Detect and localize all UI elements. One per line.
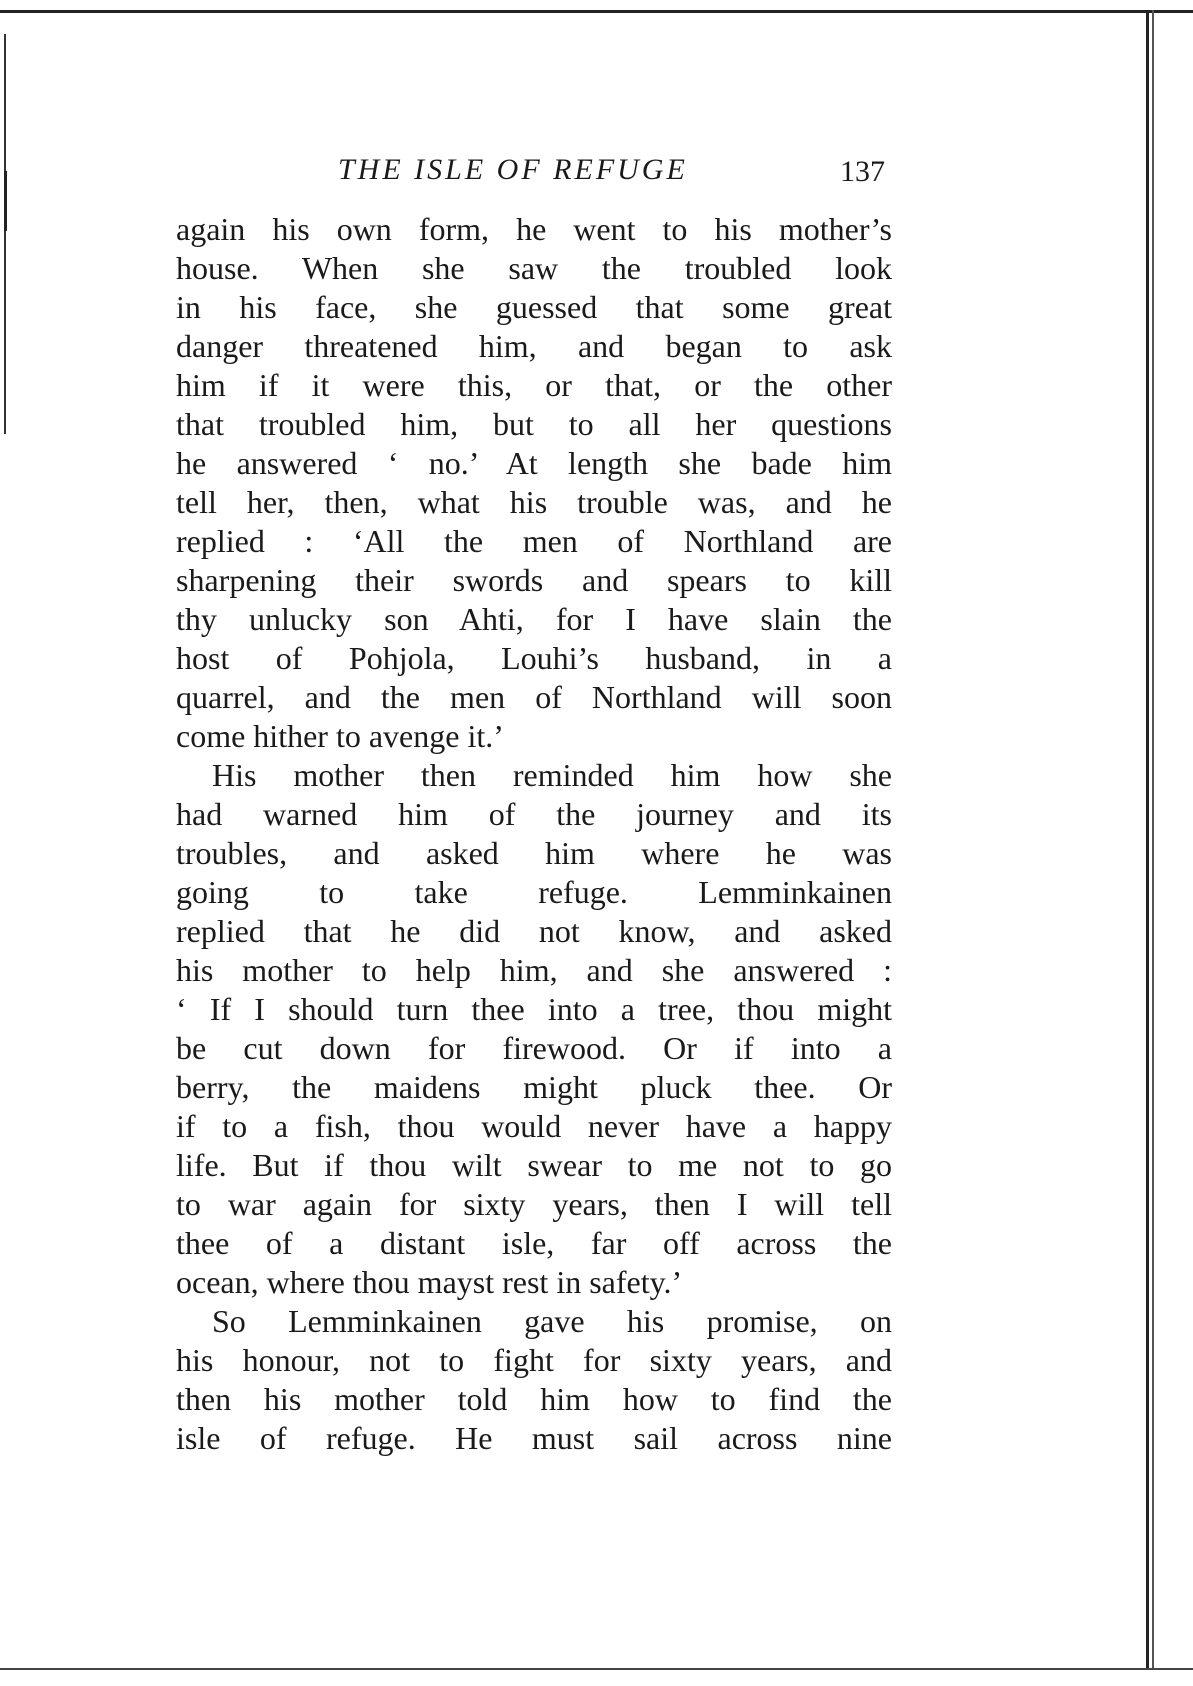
text-line: isle of refuge. He must sail across nine	[176, 1420, 892, 1456]
scan-edge-right-inner	[1152, 10, 1154, 1670]
text-line: ocean, where thou mayst rest in safety.’	[176, 1264, 683, 1300]
running-head	[0, 150, 1193, 190]
text-line: berry, the maidens might pluck thee. Or	[176, 1069, 892, 1105]
text-line: ‘ If I should turn thee into a tree, thou might	[176, 991, 892, 1027]
text-line: quarrel, and the men of Northland will soon	[176, 679, 892, 715]
text-line: troubles, and asked him where he was	[176, 835, 892, 871]
text-line: replied that he did not know, and asked	[176, 913, 892, 949]
running-title: THE ISLE OF REFUGE	[338, 153, 688, 186]
text-line: come hither to avenge it.’	[176, 718, 504, 754]
text-line: replied : ‘All the men of Northland are	[176, 523, 892, 559]
text-line: his mother to help him, and she answered :	[176, 952, 892, 988]
text-line: His mother then reminded him how she	[212, 757, 892, 793]
text-line: So Lemminkainen gave his promise, on	[212, 1303, 892, 1339]
text-line: he answered ‘ no.’ At length she bade him	[176, 445, 892, 481]
text-line: house. When she saw the troubled look	[176, 250, 892, 286]
scan-edge-bottom	[0, 1668, 1193, 1670]
text-line: tell her, then, what his trouble was, and he	[176, 484, 892, 520]
text-line: sharpening their swords and spears to kill	[176, 562, 892, 598]
scan-edge-left	[4, 34, 6, 434]
text-line: had warned him of the journey and its	[176, 796, 892, 832]
text-line: again his own form, he went to his mother’s	[176, 211, 892, 247]
scan-edge-top	[0, 10, 1193, 13]
text-line: if to a fish, thou would never have a happy	[176, 1108, 892, 1144]
text-line: to war again for sixty years, then I will tell	[176, 1186, 892, 1222]
body-text	[176, 210, 892, 1458]
scan-edge-right	[1146, 10, 1149, 1670]
text-line: thee of a distant isle, far off across the	[176, 1225, 892, 1261]
text-line: going to take refuge. Lemminkainen	[176, 874, 892, 910]
text-line: host of Pohjola, Louhi’s husband, in a	[176, 640, 892, 676]
text-line: life. But if thou wilt swear to me not to go	[176, 1147, 892, 1183]
text-line: that troubled him, but to all her questions	[176, 406, 892, 442]
text-line: danger threatened him, and began to ask	[176, 328, 892, 364]
text-line: be cut down for firewood. Or if into a	[176, 1030, 892, 1066]
text-line: thy unlucky son Ahti, for I have slain the	[176, 601, 892, 637]
page-number: 137	[840, 155, 885, 188]
text-line: him if it were this, or that, or the other	[176, 367, 892, 403]
text-line: his honour, not to fight for sixty years, and	[176, 1342, 892, 1378]
text-line: in his face, she guessed that some great	[176, 289, 892, 325]
text-line: then his mother told him how to find the	[176, 1381, 892, 1417]
